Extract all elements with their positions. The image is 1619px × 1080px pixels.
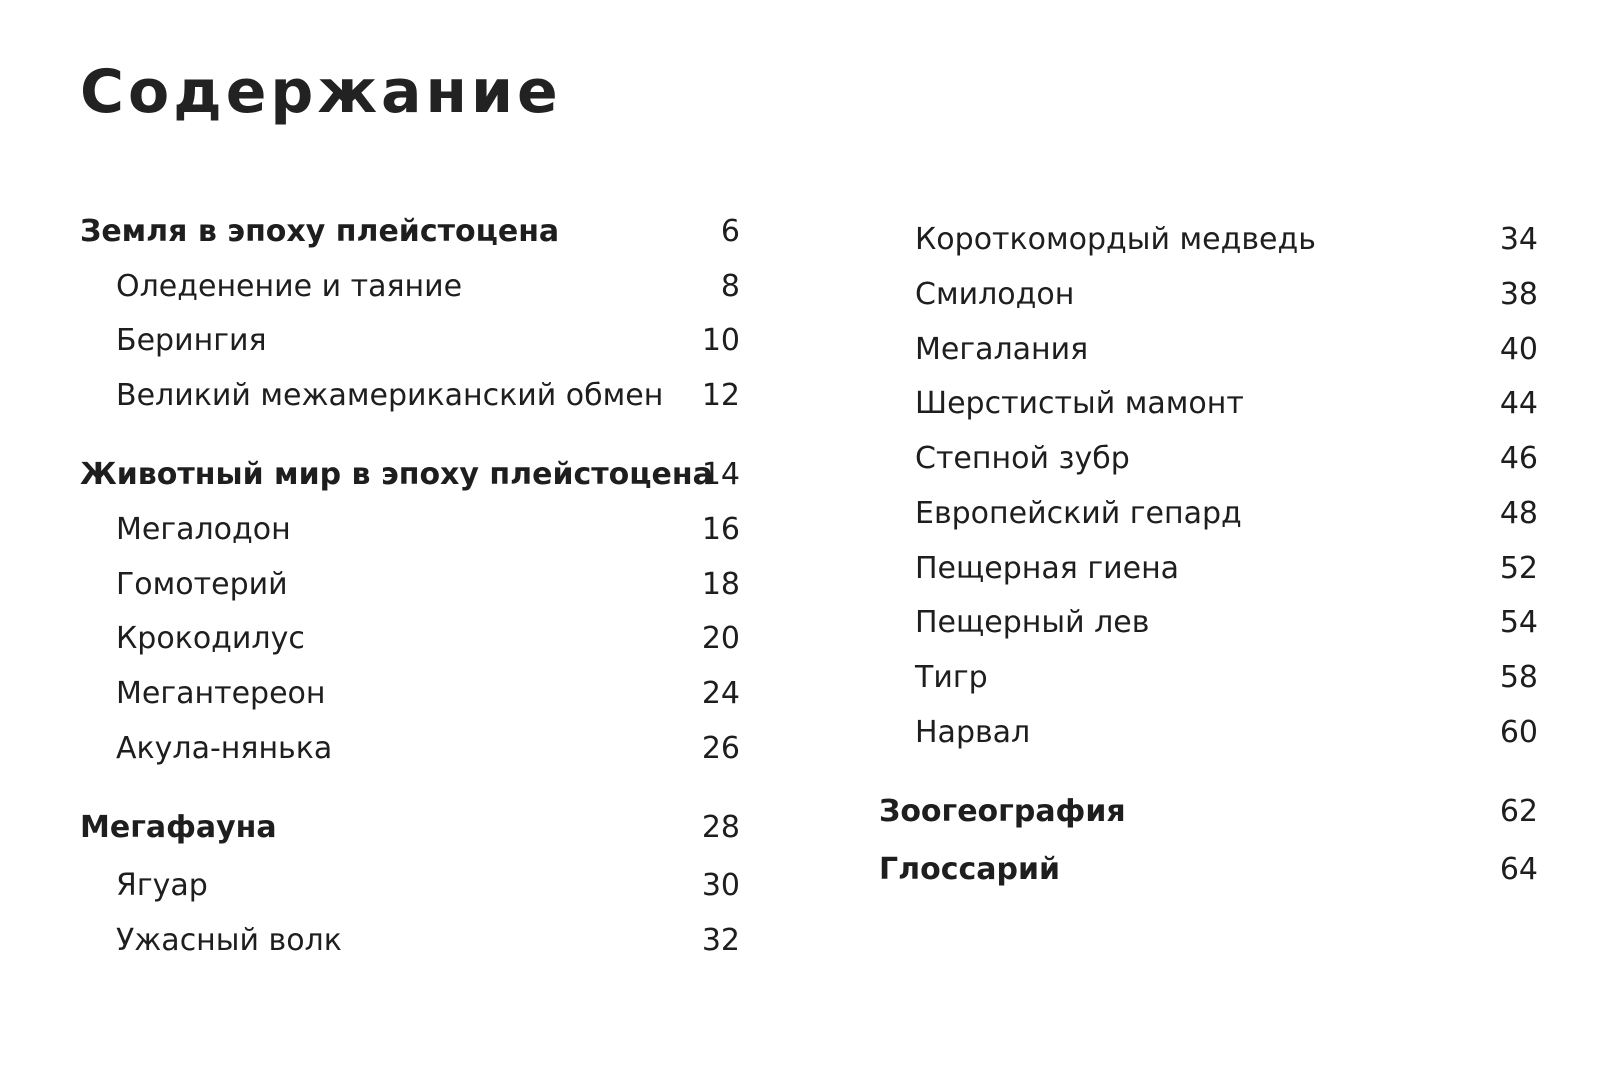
toc-item-label[interactable]: Гомотерий [116, 567, 288, 602]
toc-item-label[interactable]: Оледенение и таяние [116, 269, 463, 304]
page-title: Содержание [80, 57, 562, 127]
toc-page-number: 26 [701, 731, 740, 766]
toc-section-label[interactable]: Зоогеография [879, 794, 1126, 829]
toc-page-number: 48 [1499, 496, 1538, 531]
toc-item-label[interactable]: Берингия [116, 323, 267, 358]
toc-item-label[interactable]: Смилодон [915, 277, 1075, 312]
toc-page-number: 54 [1499, 605, 1538, 640]
toc-item-label[interactable]: Нарвал [915, 715, 1031, 750]
toc-item-label[interactable]: Тигр [915, 660, 988, 695]
toc-section-label[interactable]: Земля в эпоху плейстоцена [80, 214, 560, 249]
toc-page-number: 28 [701, 810, 740, 845]
toc-page-number: 32 [701, 923, 740, 958]
toc-item-label[interactable]: Мегантереон [116, 676, 326, 711]
toc-page-number: 16 [701, 512, 740, 547]
toc-page-number: 12 [701, 378, 740, 413]
toc-item-label[interactable]: Ужасный волк [116, 923, 342, 958]
toc-item-label[interactable]: Ягуар [116, 868, 208, 903]
toc-item-label[interactable]: Крокодилус [116, 621, 305, 656]
toc-item-label[interactable]: Пещерная гиена [915, 551, 1180, 586]
toc-page-number: 24 [701, 676, 740, 711]
toc-page-number: 64 [1499, 852, 1538, 887]
toc-page-number: 62 [1499, 794, 1538, 829]
toc-page-number: 46 [1499, 441, 1538, 476]
toc-item-label[interactable]: Пещерный лев [915, 605, 1150, 640]
toc-page-number: 52 [1499, 551, 1538, 586]
toc-item-label[interactable]: Степной зубр [915, 441, 1130, 476]
toc-section-label[interactable]: Мегафауна [80, 810, 277, 845]
toc-item-label[interactable]: Великий межамериканский обмен [116, 378, 664, 413]
toc-item-label[interactable]: Шерстистый мамонт [915, 386, 1244, 421]
toc-page-number: 38 [1499, 277, 1538, 312]
toc-item-label[interactable]: Короткомордый медведь [915, 222, 1316, 257]
toc-item-label[interactable]: Акула-нянька [116, 731, 333, 766]
toc-page-number: 58 [1499, 660, 1538, 695]
toc-page-number: 44 [1499, 386, 1538, 421]
toc-page-number: 30 [701, 868, 740, 903]
toc-item-label[interactable]: Европейский гепард [915, 496, 1242, 531]
toc-page-number: 14 [701, 457, 740, 492]
toc-item-label[interactable]: Мегалания [915, 332, 1089, 367]
toc-page-number: 8 [720, 269, 740, 304]
toc-page-number: 40 [1499, 332, 1538, 367]
toc-section-label[interactable]: Животный мир в эпоху плейстоцена [80, 457, 713, 492]
toc-page-number: 20 [701, 621, 740, 656]
toc-page-number: 10 [701, 323, 740, 358]
toc-item-label[interactable]: Мегалодон [116, 512, 291, 547]
toc-section-label[interactable]: Глоссарий [879, 852, 1061, 887]
toc-page-number: 60 [1499, 715, 1538, 750]
toc-page-number: 34 [1499, 222, 1538, 257]
toc-page-number: 18 [701, 567, 740, 602]
toc-page-number: 6 [720, 214, 740, 249]
